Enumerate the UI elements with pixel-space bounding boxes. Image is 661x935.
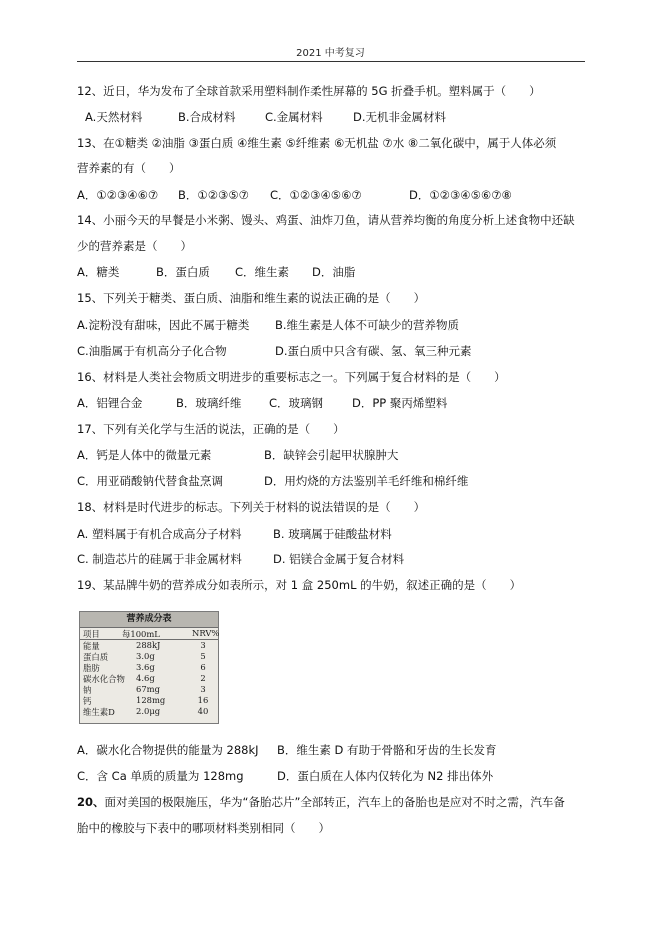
row-value: 67mg xyxy=(136,684,160,694)
option-a: A. 塑料属于有机合成高分子材料 xyxy=(77,527,242,541)
row-value: 3.6g xyxy=(136,662,155,672)
row-item: 维生素D xyxy=(83,707,115,717)
row-nrv: 2 xyxy=(200,673,206,683)
option-a: A.淀粉没有甜味，因此不属于糖类 xyxy=(77,318,250,332)
option-c: C．用亚硝酸钠代替食盐烹调 xyxy=(77,474,224,488)
question-18-stem: 18、材料是时代进步的标志。下列关于材料的说法错误的是（ ） xyxy=(77,500,426,514)
row-value: 4.6g xyxy=(136,673,155,683)
row-nrv: 3 xyxy=(200,684,206,694)
nutrition-table-title: 营养成分表 xyxy=(80,612,218,628)
table-row xyxy=(80,706,218,717)
row-value: 288kJ xyxy=(136,640,161,650)
option-c: C.油脂属于有机高分子化合物 xyxy=(77,344,227,358)
option-b: B．维生素 D 有助于骨骼和牙齿的生长发育 xyxy=(277,743,497,757)
table-row xyxy=(80,684,218,695)
row-nrv: 6 xyxy=(200,662,206,672)
row-item: 脂肪 xyxy=(83,663,100,673)
table-row xyxy=(80,662,218,673)
question-17-options-cd xyxy=(77,474,468,488)
option-d: D.蛋白质中只含有碳、氢、氧三种元素 xyxy=(275,344,472,358)
row-item: 钙 xyxy=(83,696,92,706)
option-c: C．①②③④⑤⑥⑦ xyxy=(270,188,362,202)
row-value: 128mg xyxy=(136,695,166,705)
question-20-stem xyxy=(77,795,565,809)
question-20-text: 面对美国的极限施压，华为“备胎芯片”全部转正，汽车上的备胎也是应对不时之需，汽车备 xyxy=(104,795,565,809)
question-14-options xyxy=(77,265,355,279)
option-b: B．玻璃纤维 xyxy=(176,396,242,410)
page-header: 2021 中考复习 xyxy=(296,48,365,59)
option-a: A．碳水化合物提供的能量为 288kJ xyxy=(77,743,259,757)
question-19-stem: 19、某品牌牛奶的营养成分如表所示，对 1 盒 250mL 的牛奶，叙述正确的是（ ） xyxy=(77,578,522,592)
question-17-stem: 17、下列有关化学与生活的说法，正确的是（ ） xyxy=(77,422,345,436)
option-a: A．钙是人体中的微量元素 xyxy=(77,448,212,462)
option-b: B.维生素是人体不可缺少的营养物质 xyxy=(275,318,460,332)
row-item: 蛋白质 xyxy=(83,652,109,662)
row-nrv: 3 xyxy=(200,640,206,650)
table-row xyxy=(80,640,218,651)
question-14-stem-cont: 少的营养素是（ ） xyxy=(77,239,192,253)
question-20-number: 20、 xyxy=(77,795,105,809)
question-19-options-cd xyxy=(77,769,493,783)
option-d: D．PP 聚丙烯塑料 xyxy=(352,396,448,410)
nutrition-table-header xyxy=(80,628,218,640)
row-value: 2.0μg xyxy=(136,706,161,716)
option-c: C．玻璃钢 xyxy=(269,396,324,410)
row-item: 钠 xyxy=(83,685,92,695)
question-15-options-cd xyxy=(77,344,472,358)
question-16-stem: 16、材料是人类社会物质文明进步的重要标志之一。下列属于复合材料的是（ ） xyxy=(77,370,506,384)
table-row xyxy=(80,695,218,706)
question-16-options xyxy=(77,396,447,410)
option-c: C. 制造芯片的硅属于非金属材料 xyxy=(77,552,242,566)
question-15-stem: 15、下列关于糖类、蛋白质、油脂和维生素的说法正确的是（ ） xyxy=(77,291,426,305)
row-value: 3.0g xyxy=(136,651,155,661)
col-header-per100ml: 每100mL xyxy=(122,629,160,639)
table-row xyxy=(80,651,218,662)
option-c: C.金属材料 xyxy=(265,110,323,124)
question-15-options-ab xyxy=(77,318,459,332)
option-a: A.天然材料 xyxy=(85,110,143,124)
option-d: D．蛋白质在人体内仅转化为 N2 排出体外 xyxy=(277,769,494,783)
question-12-options xyxy=(77,110,446,124)
option-b: B.合成材料 xyxy=(178,110,236,124)
col-header-item: 项目 xyxy=(83,629,100,639)
question-14-stem: 14、小丽今天的早餐是小米粥、馒头、鸡蛋、油炸刀鱼，请从营养均衡的角度分析上述食物中还缺 xyxy=(77,213,575,227)
option-c: C．含 Ca 单质的质量为 128mg xyxy=(77,769,244,783)
question-18-options-cd xyxy=(77,552,404,566)
option-b: B．①②③⑤⑦ xyxy=(178,188,249,202)
option-b: B. 玻璃属于硅酸盐材料 xyxy=(273,527,392,541)
question-18-options-ab xyxy=(77,527,392,541)
row-item: 碳水化合物 xyxy=(83,674,125,684)
nutrition-table xyxy=(79,611,219,724)
col-header-nrv: NRV% xyxy=(192,628,220,638)
question-13-stem: 13、在①糖类 ②油脂 ③蛋白质 ④维生素 ⑤纤维素 ⑥无机盐 ⑦水 ⑧二氧化碳中，属于人体必须 xyxy=(77,136,557,150)
row-nrv: 5 xyxy=(200,651,206,661)
question-19-options-ab xyxy=(77,743,497,757)
table-row xyxy=(80,673,218,684)
option-d: D．①②③④⑤⑥⑦⑧ xyxy=(409,188,512,202)
option-b: B．蛋白质 xyxy=(156,265,210,279)
option-d: D.无机非金属材料 xyxy=(353,110,447,124)
question-13-options xyxy=(77,188,512,202)
option-d: D．用灼烧的方法鉴别羊毛纤维和棉纤维 xyxy=(264,474,469,488)
option-c: C．维生素 xyxy=(235,265,290,279)
option-a: A．糖类 xyxy=(77,265,120,279)
row-item: 能量 xyxy=(83,641,100,651)
option-b: B．缺锌会引起甲状腺肿大 xyxy=(264,448,399,462)
row-nrv: 16 xyxy=(197,695,209,705)
row-nrv: 40 xyxy=(197,706,209,716)
option-d: D. 铝镁合金属于复合材料 xyxy=(273,552,405,566)
question-20-stem-cont: 胎中的橡胶与下表中的哪项材料类别相同（ ） xyxy=(77,821,330,835)
option-d: D．油脂 xyxy=(312,265,356,279)
question-12-stem: 12、近日，华为发布了全球首款采用塑料制作柔性屏幕的 5G 折叠手机。塑料属于（ ） xyxy=(77,84,541,98)
question-17-options-ab xyxy=(77,448,398,462)
question-13-stem-cont: 营养素的有（ ） xyxy=(77,161,181,175)
option-a: A．铝锂合金 xyxy=(77,396,143,410)
option-a: A．①②③④⑥⑦ xyxy=(77,188,159,202)
header-rule xyxy=(77,61,585,62)
